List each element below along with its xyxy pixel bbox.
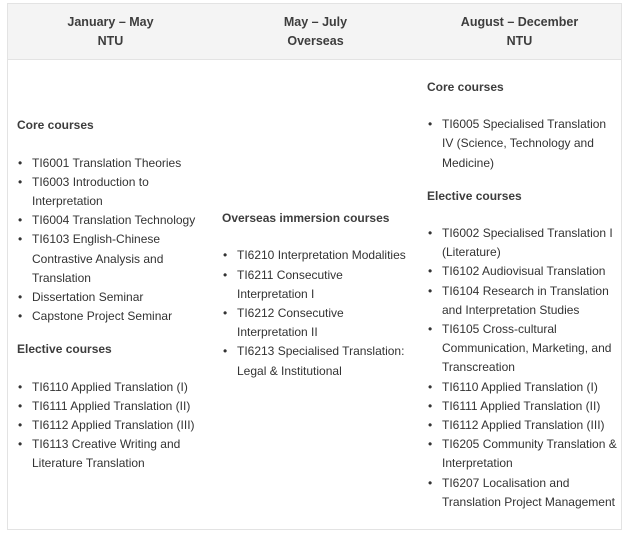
header-location: Overseas xyxy=(287,33,344,48)
elective-courses-list xyxy=(17,378,207,474)
elective-courses-heading: Elective courses xyxy=(17,342,112,357)
list-item: • TI6207 Localisation and Translation Project Management xyxy=(427,474,619,512)
header-cell-aug-dec xyxy=(418,4,621,59)
list-item: • TI6004 Translation Technology xyxy=(17,211,207,230)
elective-courses-list xyxy=(427,224,619,512)
list-item: • TI6110 Applied Translation (I) xyxy=(427,378,619,397)
list-item: • TI6111 Applied Translation (II) xyxy=(427,397,619,416)
header-period: August – December xyxy=(460,14,579,29)
header-location: NTU xyxy=(506,33,533,48)
list-item: • TI6102 Audiovisual Translation xyxy=(427,262,619,281)
immersion-courses-heading: Overseas immersion courses xyxy=(222,211,390,226)
list-item: • TI6104 Research in Translation and Interpretation Studies xyxy=(427,282,619,320)
cell-aug-dec xyxy=(418,60,621,530)
header-cell-may-july xyxy=(213,4,418,59)
list-item: • TI6112 Applied Translation (III) xyxy=(17,416,207,435)
core-courses-list xyxy=(17,154,207,327)
list-item: • TI6001 Translation Theories xyxy=(17,154,207,173)
header-location: NTU xyxy=(97,33,124,48)
table-body-row xyxy=(8,60,621,530)
table-header-row xyxy=(8,4,621,60)
core-courses-heading: Core courses xyxy=(427,79,504,94)
core-courses-heading: Core courses xyxy=(17,118,94,133)
curriculum-table xyxy=(7,3,622,530)
core-courses-list xyxy=(427,115,619,173)
list-item: • TI6113 Creative Writing and Literature Translation xyxy=(17,435,207,473)
cell-jan-may xyxy=(8,60,213,530)
list-item: • TI6005 Specialised Translation IV (Science, Technology and Medicine) xyxy=(427,115,619,173)
list-item: • TI6112 Applied Translation (III) xyxy=(427,416,619,435)
list-item: • TI6211 Consecutive Interpretation I xyxy=(222,266,414,304)
header-period: January – May xyxy=(67,14,154,29)
list-item: • TI6213 Specialised Translation: Legal & Institutional xyxy=(222,342,414,380)
list-item: • TI6003 Introduction to Interpretation xyxy=(17,173,207,211)
list-item: • TI6105 Cross-cultural Communication, Marketing, and Transcreation xyxy=(427,320,619,378)
list-item: • TI6210 Interpretation Modalities xyxy=(222,246,414,265)
list-item: • TI6205 Community Translation & Interpretation xyxy=(427,435,619,473)
header-period: May – July xyxy=(283,14,348,29)
list-item: • TI6212 Consecutive Interpretation II xyxy=(222,304,414,342)
elective-courses-heading: Elective courses xyxy=(427,188,522,203)
list-item: • TI6002 Specialised Translation I (Literature) xyxy=(427,224,619,262)
list-item: • Capstone Project Seminar xyxy=(17,307,207,326)
list-item: • Dissertation Seminar xyxy=(17,288,207,307)
list-item: • TI6111 Applied Translation (II) xyxy=(17,397,207,416)
list-item: • TI6110 Applied Translation (I) xyxy=(17,378,207,397)
header-cell-jan-may xyxy=(8,4,213,59)
cell-may-july xyxy=(213,60,418,530)
immersion-courses-list xyxy=(222,246,414,380)
list-item: • TI6103 English-Chinese Contrastive Analysis and Translation xyxy=(17,230,207,288)
